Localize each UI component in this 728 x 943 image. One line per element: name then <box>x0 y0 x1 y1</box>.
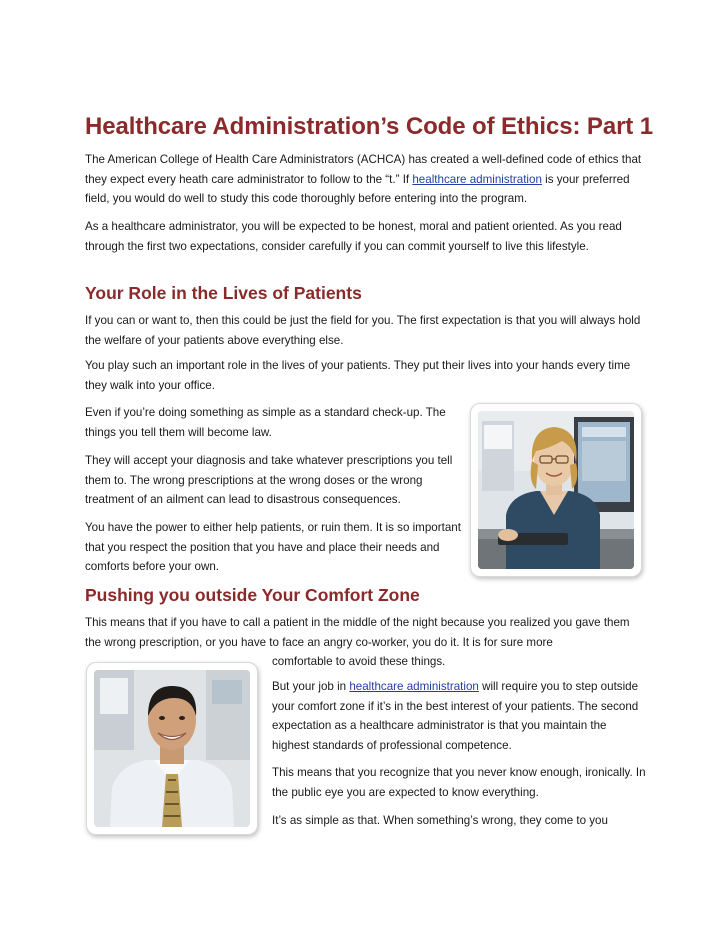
intro-text-after: is your preferred field, you would do well to study this code thoroughly before entering into the program. <box>85 172 630 205</box>
paragraph-expectations: As a healthcare administrator, you will be expected to be honest, moral and patient oriented. As you read through the first two expectations, consider carefully if you can commit yourself to live this lifestyle. <box>85 220 622 253</box>
intro-text-before: The American College of Health Care Administrators (ACHCA) has created a well-defined code of ethics that they expect every heath care administrator to follow to the “t.” If <box>85 153 642 186</box>
paragraph-simple-as-that: It’s as simple as that. When something’s wrong, they come to you <box>272 814 608 827</box>
healthcare-administration-link[interactable]: healthcare administration <box>412 172 542 186</box>
step-outside-text-after: will require you to step outside your comfort zone if it’s in the best interest of your patients. The second expectation as a healthcare administrator is that you maintain the highest standards of professional competence. <box>272 680 639 752</box>
photo-woman-at-computer <box>470 403 642 577</box>
paragraph-prescriptions: They will accept your diagnosis and take whatever prescriptions you tell them to. The wrong prescriptions at the wrong doses or the wrong treatment of an ailment can lead to disastrous consequences. <box>85 454 453 506</box>
woman-at-computer-image <box>478 411 634 569</box>
paragraph-step-outside <box>272 677 647 755</box>
photo-smiling-man <box>86 662 258 835</box>
page-title: Healthcare Administration’s Code of Ethics: Part 1 <box>85 113 654 140</box>
smiling-man-image <box>94 670 250 827</box>
intro-paragraph <box>85 150 645 209</box>
step-outside-text-before: But your job in <box>272 680 350 693</box>
heading-comfort-zone: Pushing you outside Your Comfort Zone <box>85 585 420 605</box>
paragraph-never-know-enough: This means that you recognize that you never know enough, ironically. In the public eye you are expected to know everything. <box>272 766 646 799</box>
paragraph-power: You have the power to either help patients, or ruin them. It is so important that you respect the position that you have and place their needs and comforts before your own. <box>85 521 461 573</box>
healthcare-administration-link-2[interactable]: healthcare administration <box>349 680 479 693</box>
paragraph-important-role: You play such an important role in the lives of your patients. They put their lives into your hands every time they walk into your office. <box>85 359 631 392</box>
paragraph-night-call: This means that if you have to call a patient in the middle of the night because you realized you gave them the wrong prescription, or you have to face an angry co-worker, you do it. It is for sure more <box>85 616 630 649</box>
paragraph-check-up: Even if you’re doing something as simple as a standard check-up. The things you tell them will become law. <box>85 406 446 439</box>
heading-role-in-lives: Your Role in the Lives of Patients <box>85 283 362 303</box>
paragraph-night-call-end: comfortable to avoid these things. <box>272 655 446 668</box>
paragraph-first-expectation: If you can or want to, then this could be just the field for you. The first expectation is that you will always hold the welfare of your patients above everything else. <box>85 314 641 347</box>
